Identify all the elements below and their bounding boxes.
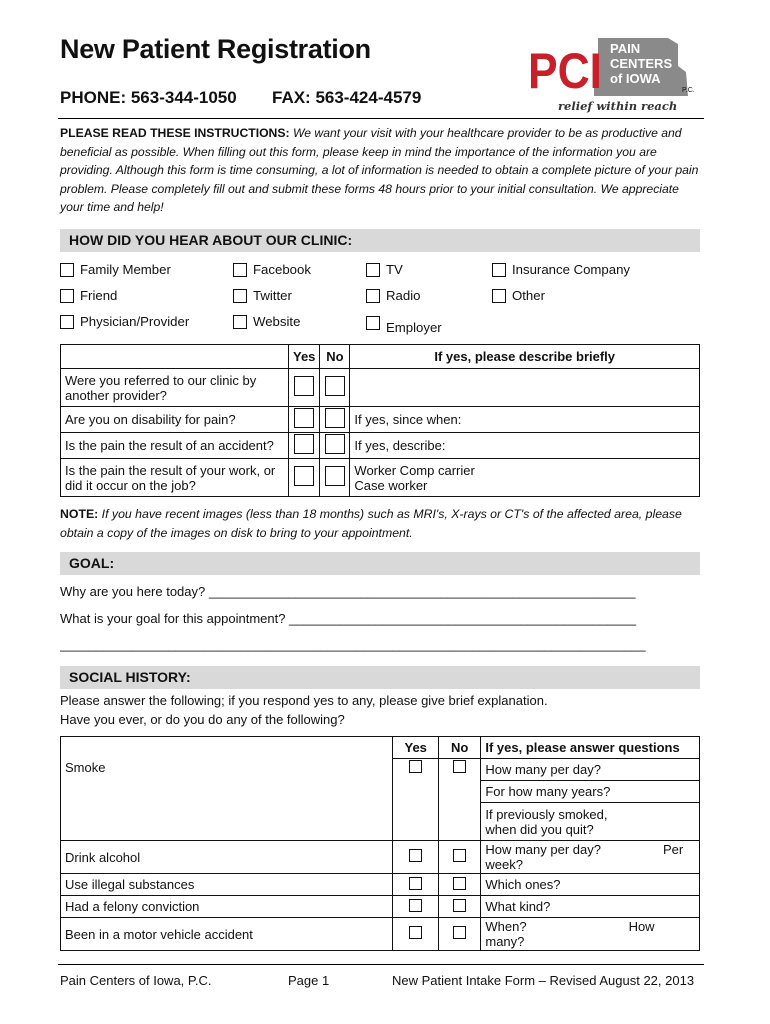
images-note: NOTE: If you have recent images (less than 18 months) such as MRI's, X-rays or CT's of the affected area, please obtain a copy of the images on disk to bring to your appointment.	[60, 507, 682, 540]
table-row: Been in a motor vehicle accident When? How many?	[61, 918, 700, 951]
no-checkbox[interactable]	[325, 434, 345, 454]
yes-checkbox[interactable]	[409, 877, 422, 890]
instructions	[60, 124, 706, 217]
logo-line1: PAIN	[610, 41, 641, 56]
opt-tv[interactable]: TV	[366, 262, 403, 277]
footer-right: New Patient Intake Form – Revised August 22, 2013	[392, 973, 695, 988]
no-checkbox[interactable]	[453, 849, 466, 862]
opt-facebook[interactable]: Facebook	[233, 262, 311, 277]
yes-checkbox[interactable]	[409, 849, 422, 862]
social-intro-2: Have you ever, or do you do any of the following?	[60, 712, 345, 727]
opt-family-member[interactable]: Family Member	[60, 262, 171, 277]
table-row: Use illegal substances Which ones?	[61, 874, 700, 896]
no-checkbox[interactable]	[453, 760, 466, 773]
goal-why-field[interactable]: Why are you here today? ___________________________________________________________	[60, 584, 636, 599]
table-row: Smoke How many per day?	[61, 759, 700, 781]
no-header: No	[320, 345, 350, 369]
goal-extra-line[interactable]: _________________________________________________________________________________	[60, 637, 646, 652]
answer-field[interactable]: Worker Comp carrier Case worker	[350, 459, 700, 497]
checkbox[interactable]	[233, 315, 247, 329]
yes-checkbox[interactable]	[294, 466, 314, 486]
footer-rule	[58, 964, 704, 965]
no-checkbox[interactable]	[325, 466, 345, 486]
yes-checkbox[interactable]	[294, 434, 314, 454]
yes-checkbox[interactable]	[409, 926, 422, 939]
opt-employer[interactable]: Employer	[366, 310, 442, 335]
describe-header: If yes, please describe briefly	[350, 345, 700, 369]
table-row: If previously smoked, when did you quit?	[61, 803, 700, 841]
pci-logo	[528, 36, 704, 116]
page-title: New Patient Registration	[60, 34, 371, 64]
social-table	[60, 736, 700, 951]
no-checkbox[interactable]	[325, 376, 345, 396]
social-intro-1: Please answer the following; if you respond yes to any, please give brief explanation.	[60, 693, 548, 708]
table-row: Drink alcohol How many per day? Per week?	[61, 841, 700, 874]
no-header: No	[439, 737, 481, 759]
table-row: Is the pain the result of your work, or did it occur on the job? Worker Comp carrier Case worker	[61, 459, 700, 497]
phone-number: PHONE: 563-344-1050	[60, 88, 237, 107]
answer-field[interactable]	[350, 369, 700, 407]
referral-table	[60, 344, 700, 497]
checkbox[interactable]	[492, 289, 506, 303]
header-rule	[58, 118, 704, 119]
checkbox[interactable]	[366, 289, 380, 303]
opt-friend[interactable]: Friend	[60, 288, 117, 303]
no-checkbox[interactable]	[325, 408, 345, 428]
yes-checkbox[interactable]	[409, 760, 422, 773]
yes-header: Yes	[289, 345, 320, 369]
checkbox[interactable]	[60, 315, 74, 329]
answer-field[interactable]: If yes, describe:	[350, 433, 700, 459]
answer-field[interactable]: If yes, since when:	[350, 407, 700, 433]
checkbox[interactable]	[492, 263, 506, 277]
yes-checkbox[interactable]	[294, 408, 314, 428]
no-checkbox[interactable]	[453, 877, 466, 890]
answer-header: If yes, please answer questions	[481, 737, 700, 759]
yes-checkbox[interactable]	[294, 376, 314, 396]
yes-header: Yes	[393, 737, 439, 759]
opt-insurance[interactable]: Insurance Company	[492, 262, 630, 277]
fax-number: FAX: 563-424-4579	[272, 88, 422, 107]
checkbox[interactable]	[60, 263, 74, 277]
table-row: Were you referred to our clinic by another provider?	[61, 369, 700, 407]
checkbox[interactable]	[366, 316, 380, 330]
no-checkbox[interactable]	[453, 899, 466, 912]
hear-heading: HOW DID YOU HEAR ABOUT OUR CLINIC:	[60, 229, 700, 252]
opt-physician[interactable]: Physician/Provider	[60, 314, 189, 329]
table-row: For how many years?	[61, 781, 700, 803]
logo-line2: CENTERS	[610, 56, 673, 71]
table-row: Are you on disability for pain? If yes, since when:	[61, 407, 700, 433]
opt-twitter[interactable]: Twitter	[233, 288, 292, 303]
logo-tagline: relief within reach	[558, 99, 678, 113]
smoke-label: Smoke	[61, 759, 393, 841]
opt-other[interactable]: Other	[492, 288, 545, 303]
no-checkbox[interactable]	[453, 926, 466, 939]
checkbox[interactable]	[233, 263, 247, 277]
checkbox[interactable]	[366, 263, 380, 277]
social-heading: SOCIAL HISTORY:	[60, 666, 700, 689]
yes-checkbox[interactable]	[409, 899, 422, 912]
logo-mark: PCI	[528, 43, 602, 99]
instructions-body: We want your visit with your healthcare provider to be as productive and beneficial as possible. When filling out this form, please keep in mind the importance of the information you are providing. Although this form is time consuming, a lot of information is needed to obtain a complete picture of your pain problem. Please completely fill out and submit these forms 48 hours prior to your initial consultation. We appreciate your time and help!	[60, 126, 699, 214]
logo-line3: of IOWA	[610, 71, 661, 86]
instructions-lead: PLEASE READ THESE INSTRUCTIONS:	[60, 126, 290, 140]
table-row: Had a felony conviction What kind?	[61, 896, 700, 918]
opt-website[interactable]: Website	[233, 314, 300, 329]
goal-appointment-field[interactable]: What is your goal for this appointment? ________________________________________________	[60, 611, 637, 626]
table-row: Is the pain the result of an accident? If yes, describe:	[61, 433, 700, 459]
checkbox[interactable]	[60, 289, 74, 303]
logo-pc: P.C.	[682, 87, 695, 94]
checkbox[interactable]	[233, 289, 247, 303]
footer-left: Pain Centers of Iowa, P.C.	[60, 973, 212, 988]
goal-heading: GOAL:	[60, 552, 700, 575]
footer-page: Page 1	[288, 973, 330, 988]
opt-radio[interactable]: Radio	[366, 288, 420, 303]
